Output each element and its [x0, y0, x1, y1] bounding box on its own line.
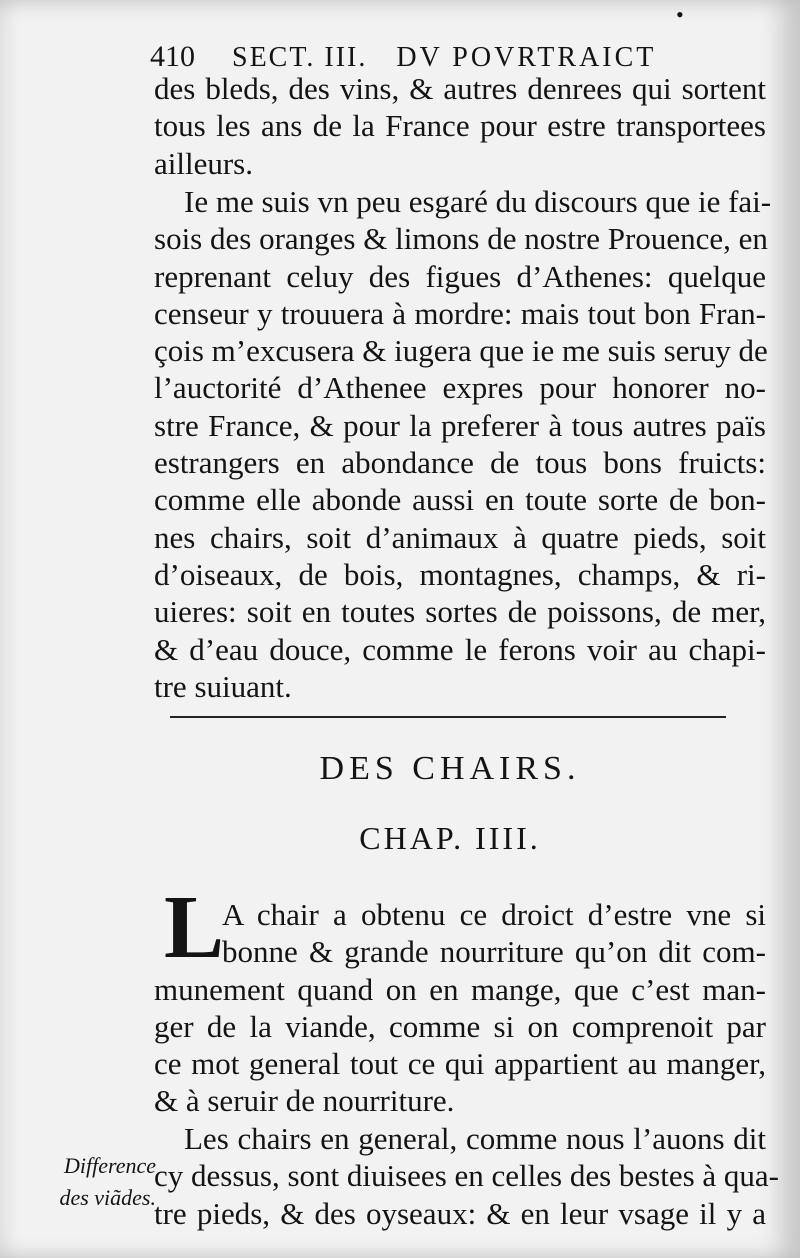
text-line: Ie me suis vn peu esgaré du discours que ie fai-: [184, 184, 772, 219]
text-line: ce mot general tout ce qui appartient au manger,: [154, 1046, 766, 1082]
text-line: ger de la viande, comme si on comprenoit par: [154, 1008, 766, 1044]
text-line: çois m’excusera & iugera que ie me suis seruy de: [154, 333, 768, 369]
text-line: uieres: soit en toutes sortes de poissons, de mer,: [154, 594, 766, 630]
text-line: cy dessus, sont diuisees en celles des bestes à qua-: [154, 1158, 780, 1194]
text-line: & d’eau douce, comme le ferons voir au chapi-: [154, 631, 766, 667]
text-line: A chair a obtenu ce droict d’estre vne si: [222, 897, 766, 932]
margin-note: [44, 1150, 156, 1214]
text-line: censeur y trouuera à mordre: mais tout bon Fran-: [154, 295, 766, 331]
margin-note-line: Difference: [63, 1153, 156, 1178]
text-line: des bleds, des vins, & autres denrees qui sortent: [154, 71, 766, 106]
text-line: ailleurs.: [154, 145, 253, 181]
text-line: munement quand on en mange, que c’est man-: [154, 971, 766, 1007]
drop-cap: L: [164, 878, 225, 977]
paragraph-4: [154, 1120, 780, 1232]
paragraph-2: [154, 183, 772, 705]
text-line: Les chairs en general, comme nous l’auons dit: [184, 1121, 766, 1156]
text-line: bonne & grande nourriture qu’on dit com-: [222, 934, 766, 970]
paragraph-1: [154, 70, 766, 182]
section-divider: [170, 716, 726, 718]
section-label: SECT. III.: [232, 42, 368, 73]
text-line: tre pieds, & des oyseaux: & en leur vsage il y a: [154, 1195, 766, 1231]
section-title: DES CHAIRS.: [319, 750, 581, 787]
text-line: nes chairs, soit d’animaux à quatre pieds, soit: [154, 519, 766, 555]
text-line: tous les ans de la France pour estre transportees: [154, 108, 766, 144]
chapter-title: CHAP. IIII.: [359, 820, 541, 856]
text-line: stre France, & pour la preferer à tous autres païs: [154, 407, 766, 443]
paragraph-3: [154, 896, 766, 1120]
text-line: d’oiseaux, de bois, montagnes, champs, & ri-: [154, 556, 766, 592]
text-line: comme elle abonde aussi en toute sorte de bon-: [154, 482, 766, 518]
text-line: l’auctorité d’Athenee expres pour honorer no-: [154, 370, 766, 406]
margin-note-line: des viãdes.: [59, 1185, 156, 1210]
text-line: sois des oranges & limons de nostre Prouence, en: [154, 221, 768, 257]
text-line: & à seruir de nourriture.: [154, 1083, 455, 1119]
running-title: DV POVRTRAICT: [396, 42, 657, 73]
text-line: tre suiuant.: [154, 668, 292, 704]
text-line: estrangers en abondance de tous bons fruicts:: [154, 445, 766, 481]
edge-mark: •: [676, 2, 684, 27]
page-number: 410: [150, 40, 195, 73]
text-line: reprenant celuy des figues d’Athenes: quelque: [154, 258, 766, 294]
